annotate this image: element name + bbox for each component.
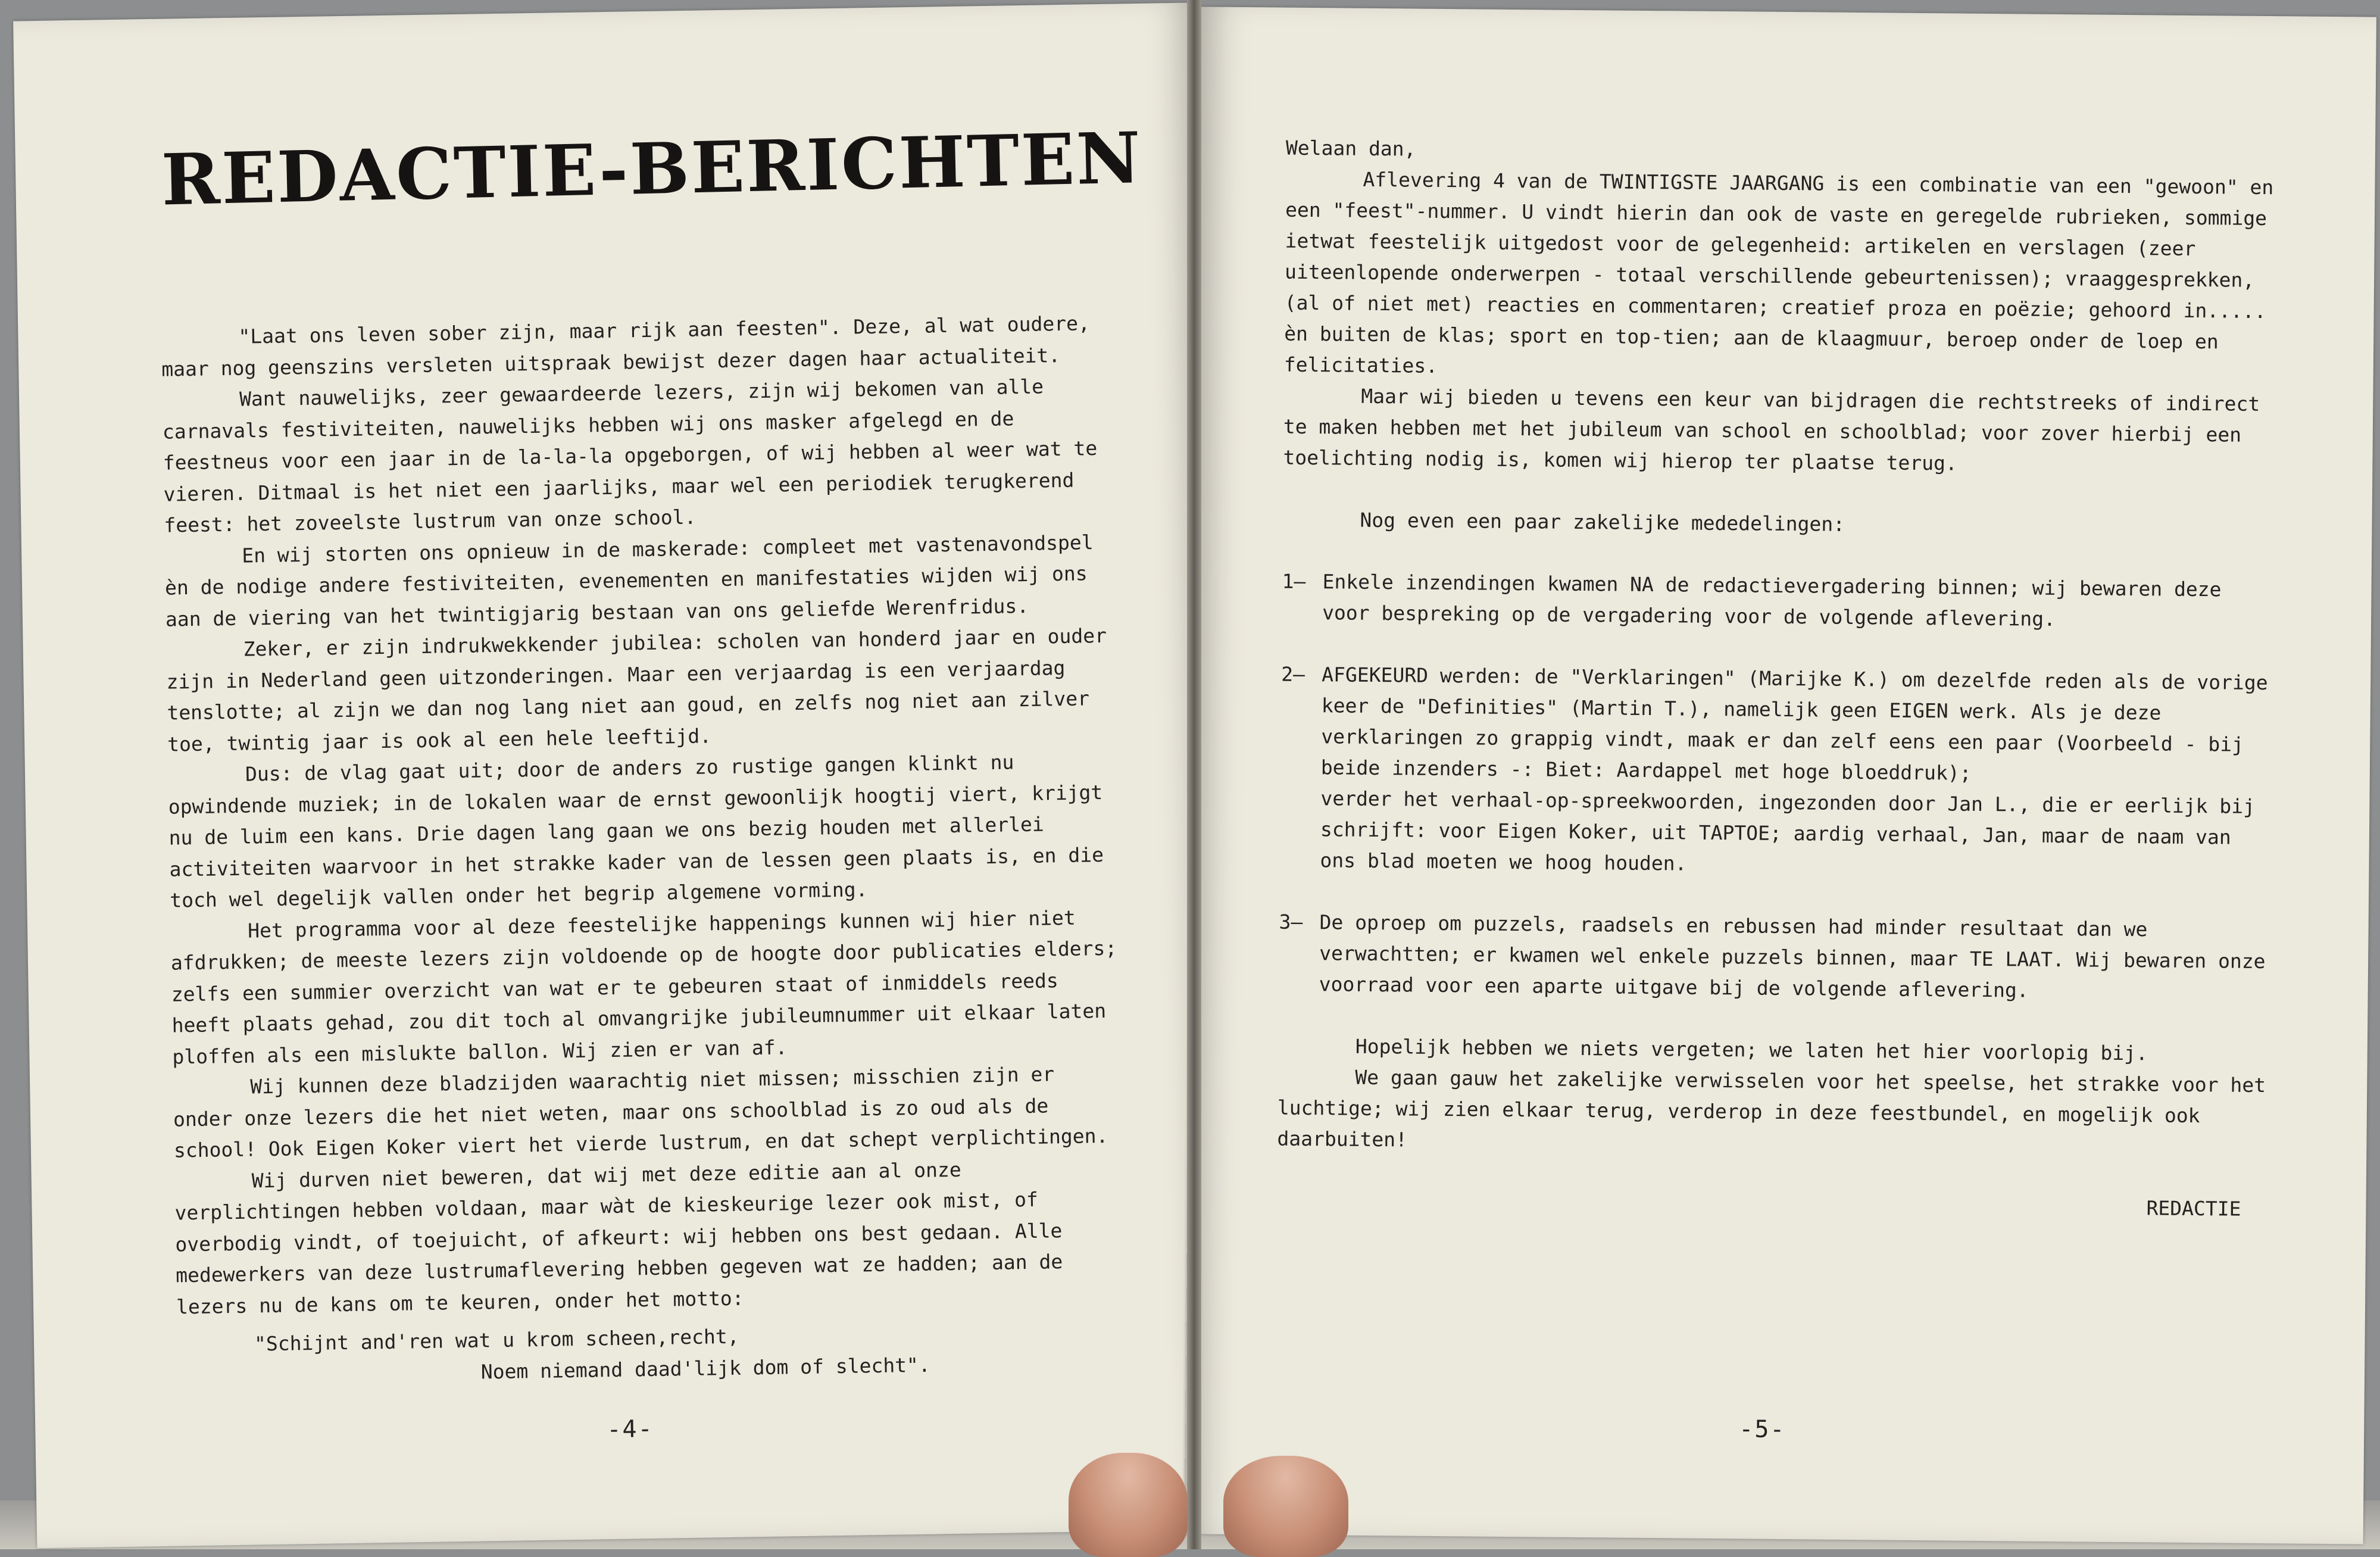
motto-line-2: Noem niemand daad'lijk dom of slecht". [480, 1353, 931, 1384]
closing-paragraph: Hopelijk hebben we niets vergeten; we laten het hier voorlopig bij. [1355, 1034, 2148, 1065]
item-text-continued: verder het verhaal-op-spreekwoorden, ingezonden door Jan L., die er eerlijk bij schrijft: voor Eigen Koker, uit TAPTOE; aardig verhaal, Jan, maar de naam van ons blad moeten we hoog houden. [1320, 787, 2256, 875]
page-number: -5- [1739, 1415, 1786, 1444]
right-page [1185, 7, 2376, 1544]
paragraph: "Laat ons leven sober zijn, maar rijk aan feesten". Deze, al wat oudere, maar nog geenszins versleten uitspraak bewijst dezer dagen haar actualiteit. [161, 311, 1091, 381]
announcements-intro: Nog even een paar zakelijke mededelingen: [1360, 508, 1845, 536]
paragraph: Aflevering 4 van de TWINTIGSTE JAARGANG is een combinatie van een "gewoon" en een "feest"-nummer. U vindt hierin dan ook de vaste en geregelde rubrieken, sommige ietwat feestelijk uitgedost voor de gelegenheid: artikelen en verslagen (zeer uiteenlopende onderwerpen - totaal verschillende gebeurtenissen); vraaggesprekken, (al of niet met) reacties en commentaren; creatief proza en poëzie; gehoord in..... èn buiten de klas; sport en top-tien; aan de klaagmuur, beroep onder de loep en felicitaties. [1283, 167, 2274, 377]
paragraph: Dus: de vlag gaat uit; door de anders zo rustige gangen klinkt nu opwindende muziek; in de lokalen waar de ernst gewoonlijk hoogtij viert, krijgt nu de luim een kans. Drie dagen lang gaan we ons bezig houden met allerlei activiteiten waarvoor in het strakke kader van de lessen geen plaats is, en die toch wel degelijk vallen onder het begrip algemene vorming. [168, 750, 1104, 912]
list-item [1279, 659, 2272, 885]
signature: REDACTIE [2146, 1196, 2241, 1221]
paragraph: Maar wij bieden u tevens een keur van bijdragen die rechtstreeks of indirect te maken hebben met het jubileum van school en schoolblad; voor zover hierbij een toelichting nodig is, komen wij hierop ter plaatse terug. [1283, 384, 2260, 475]
item-text: De oproep om puzzels, raadsels en rebussen had minder resultaat dan we verwachtten; er kwamen wel enkele puzzels binnen, maar TE LAAT. Wij bewaren onze voorraad voor een aparte uitgave bij de volgende aflevering. [1319, 910, 2266, 1002]
salutation: Welaan dan, [1285, 136, 1416, 161]
paragraph: Het programma voor al deze feestelijke happenings kunnen wij hier niet afdrukken; de meeste lezers zijn voldoende op de hoogte door publicaties elders; zelfs een summier overzicht van wat er te gebeuren staat of inmiddels reeds heeft plaats gehad, zou dit toch al omvangrijke jubileumnummer uit elkaar laten ploffen als een mislukte ballon. Wij zien er van af. [170, 906, 1117, 1069]
left-page [13, 2, 1219, 1548]
item-number: 3— [1279, 910, 1303, 934]
page-number: -4- [607, 1415, 654, 1444]
paragraph: Want nauwelijks, zeer gewaardeerde lezers, zijn wij bekomen van alle carnavals festiviteiten, nauwelijks hebben wij ons masker afgelegd en de feestneus voor een jaar in de la-la-la opgeborgen, of wij hebben al weer wat te vieren. Ditmaal is het niet een jaarlijks, maar wel een periodiek terugkerend feest: het zoveelste lustrum van onze school. [162, 375, 1098, 537]
item-text: AFGEKEURD werden: de "Verklaringen" (Marijke K.) om dezelfde reden als de vorige keer de "Definities" (Martin T.), namelijk geen EIGEN werk. Als je deze verklaringen zo grappig vindt, maak er dan zelf eens een paar (Voorbeeld - bij beide inzenders -: Biet: Aardappel met hoge bloeddruk); [1320, 663, 2268, 785]
list-item [1282, 566, 2273, 637]
right-body [1276, 133, 2277, 1225]
closing-paragraph: We gaan gauw het zakelijke verwisselen voor het speelse, het strakke voor het luchtige; wij zien elkaar terug, verderop in deze feestbundel, en mogelijk ook daarbuiten! [1277, 1065, 2266, 1152]
item-number: 1— [1282, 569, 1306, 593]
paragraph: Zeker, er zijn indrukwekkender jubilea: scholen van honderd jaar en ouder zijn in Nederland geen uitzonderingen. Maar een verjaardag is een verjaardag tenslotte; al zijn we dan nog lang niet aan goud, en zelfs nog niet aan zilver toe, twintig jaar is ook al een hele leeftijd. [166, 623, 1107, 756]
list-item [1278, 907, 2270, 1009]
paragraph: Wij kunnen deze bladzijden waarachtig niet missen; misschien zijn er onder onze lezers die het niet weten, maar ons schoolblad is zo oud als de school! Ook Eigen Koker viert het vierde lustrum, en dat schept verplichtingen. [173, 1062, 1108, 1162]
paragraph: En wij storten ons opnieuw in de maskerade: compleet met vastenavondspel èn de nodige andere festiviteiten, evenementen en manifestaties wijden wij ons aan de viering van het twintigjarig bestaan van ons geliefde Werenfridus. [164, 530, 1094, 631]
page-heading: REDACTIE-BERICHTEN [160, 116, 1144, 221]
thumb-right [1223, 1456, 1348, 1557]
item-number: 2— [1281, 662, 1305, 686]
item-text: Enkele inzendingen kwamen NA de redactievergadering binnen; wij bewaren deze voor bespreking op de vergadering voor de volgende aflevering. [1322, 570, 2222, 631]
left-body [161, 308, 1130, 1393]
thumb-left [1069, 1453, 1188, 1557]
motto-line-1: "Schijnt and'ren wat u krom scheen,recht, [254, 1324, 739, 1356]
book-spine [1187, 0, 1201, 1549]
paragraph: Wij durven niet beweren, dat wij met deze editie aan al onze verplichtingen hebben voldaan, maar wàt de kieskeurige lezer ook mist, of overbodig vindt, of toejuicht, of afkeurt: wij hebben ons best gedaan. Alle medewerkers van deze lustrumaflevering hebben gegeven wat ze hadden; aan de lezers nu de kans om te keuren, onder het motto: [174, 1157, 1063, 1319]
